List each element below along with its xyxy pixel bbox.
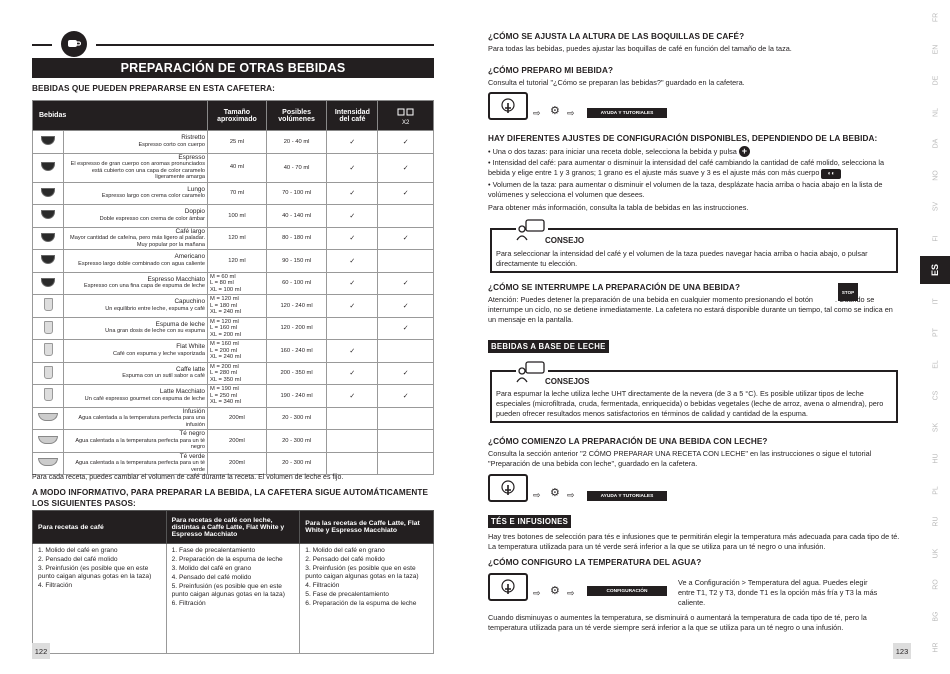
double-cup-icon xyxy=(396,106,416,118)
table-row xyxy=(33,317,434,340)
step-item: 5. Fase de precalentamiento xyxy=(305,591,389,598)
step-item: 1. Fase de precalentamiento xyxy=(171,547,256,554)
drink-volumes: 120 - 200 ml xyxy=(266,317,326,340)
drink-cup-icon xyxy=(33,227,64,250)
coffee-cup-icon xyxy=(61,31,87,57)
milk-section-title: BEBIDAS A BASE DE LECHE xyxy=(488,340,609,353)
drink-name: Lungo Espresso largo con crema color caramelo xyxy=(64,182,208,205)
language-tab-bg[interactable]: BG xyxy=(932,610,940,622)
drink-name: Café largo Mayor cantidad de cafeína, pero más ligero al paladar. Muy popular por la mañana xyxy=(64,227,208,250)
intensity-check: ✓ xyxy=(327,227,378,250)
drink-volumes: 90 - 150 ml xyxy=(266,250,326,273)
drink-volumes: 200 - 350 ml xyxy=(266,362,326,385)
drink-cup-icon xyxy=(33,452,64,475)
intensity-check xyxy=(327,430,378,453)
drink-volumes: 40 - 70 ml xyxy=(266,153,326,182)
arrow-icon: ⇨ xyxy=(533,588,541,598)
table-row xyxy=(33,250,434,273)
drink-size: 200ml xyxy=(208,407,267,430)
table-row xyxy=(33,430,434,453)
table-row xyxy=(33,295,434,318)
language-tab-fr[interactable]: FR xyxy=(932,12,940,23)
table-row xyxy=(33,340,434,363)
a-prepare-drink: Consulta el tutorial "¿Cómo se preparan las bebidas?" guardado en la cafetera. xyxy=(488,78,745,87)
double-check xyxy=(378,340,434,363)
q-nozzle-height: ¿CÓMO SE AJUSTA LA ALTURA DE LAS BOQUILLAS DE CAFÉ? xyxy=(488,32,745,41)
step-item: 2. Pensado del café molido xyxy=(305,556,385,563)
intensity-check: ✓ xyxy=(327,205,378,228)
step-item: 5. Preinfusión (es posible que en este punto caigan algunas gotas en la taza) xyxy=(171,583,285,598)
arrow-icon: ⇨ xyxy=(533,490,541,500)
drink-size: M = 160 ml L = 200 ml XL = 240 ml xyxy=(208,340,267,363)
language-tab-nl[interactable]: NL xyxy=(932,107,940,117)
drink-cup-icon xyxy=(33,205,64,228)
tip-icon xyxy=(516,218,548,242)
drink-volumes: 20 - 300 ml xyxy=(266,407,326,430)
q-settings: HAY DIFERENTES AJUSTES DE CONFIGURACIÓN DISPONIBLES, DEPENDIENDO DE LA BEBIDA: xyxy=(488,134,878,143)
col-intensidad: Intensidad del café xyxy=(327,101,378,131)
language-tab-da[interactable]: DA xyxy=(932,138,940,149)
step-item: 3. Molido del café en grano xyxy=(171,565,252,572)
header-rule-right xyxy=(96,44,434,46)
drink-name: Americano Espresso largo doble combinado con agua caliente xyxy=(64,250,208,273)
intensity-check: ✓ xyxy=(327,250,378,273)
a-milk-start: Consulta la sección anterior "2 CÓMO PREPARAR UNA RECETA CON LECHE" en las instrucciones o sigue el tutorial "Preparación de una bebida con leche", guardado en la cafetera. xyxy=(488,449,872,468)
configuration-button[interactable]: CONFIGURACIÓN xyxy=(587,586,667,596)
touch-screen-icon xyxy=(488,92,528,120)
drink-volumes: 20 - 40 ml xyxy=(266,131,326,154)
intensity-check: ✓ xyxy=(327,295,378,318)
intensity-check: ✓ xyxy=(327,362,378,385)
steps-header-3: Para las recetas de Caffe Latte, Flat White y Espresso Macchiato xyxy=(300,511,434,544)
header-rule-left xyxy=(32,44,52,46)
language-tab-el[interactable]: EL xyxy=(932,359,940,369)
double-check: ✓ xyxy=(378,153,434,182)
intensity-check xyxy=(327,407,378,430)
steps-table xyxy=(32,510,434,654)
drink-name: Té verde Agua calentada a la temperatura perfecta para un té verde xyxy=(64,452,208,475)
double-check: ✓ xyxy=(378,227,434,250)
double-check: ✓ xyxy=(378,182,434,205)
touch-screen-icon xyxy=(488,474,528,502)
q-prepare-drink: ¿CÓMO PREPARO MI BEBIDA? xyxy=(488,66,614,75)
bullet-cups: • Una o dos tazas: para iniciar una receta doble, selecciona la bebida y pulsa + xyxy=(488,146,900,157)
table-row xyxy=(33,182,434,205)
page-number: 123 xyxy=(893,643,911,659)
drink-size: M = 200 ml L = 280 ml XL = 350 ml xyxy=(208,362,267,385)
language-tab-hr[interactable]: HR xyxy=(932,642,940,653)
tea-section-title: TÉS E INFUSIONES xyxy=(488,515,571,528)
touch-screen-icon xyxy=(488,573,528,601)
drink-cup-icon xyxy=(33,182,64,205)
drink-name: Doppio Doble espresso con crema de color ámbar xyxy=(64,205,208,228)
steps-header-2: Para recetas de café con leche, distintas a Caffe Latte, Flat White y Espresso Macchiato xyxy=(166,511,300,544)
steps-title: A MODO INFORMATIVO, PARA PREPARAR LA BEBIDA, LA CAFETERA SIGUE AUTOMÁTICAMENTE LOS SIGUIENTES PASOS: xyxy=(32,488,429,508)
gear-icon: ⚙ xyxy=(550,105,560,117)
a-temp-note: Cuando disminuyas o aumentes la temperatura, se disminuirá o aumentará la temperatura de cada tipo de té, pero la temperatura utilizada para un té verde siempre será inferior a la que se utiliza para un té negro o una infusión. xyxy=(488,613,867,632)
drink-cup-icon xyxy=(33,317,64,340)
drink-volumes: 160 - 240 ml xyxy=(266,340,326,363)
drink-name: Espuma de leche Una gran dosis de leche con su espuma xyxy=(64,317,208,340)
drink-name: Capuchino Un equilibrio entre leche, espuma y café xyxy=(64,295,208,318)
drink-cup-icon xyxy=(33,430,64,453)
drink-name: Té negro Agua calentada a la temperatura perfecta para un té negro xyxy=(64,430,208,453)
language-tab-uk[interactable]: UK xyxy=(932,548,940,558)
table-row xyxy=(33,131,434,154)
drink-size: 25 ml xyxy=(208,131,267,154)
drink-cup-icon xyxy=(33,340,64,363)
step-item: 2. Pensado del café molido xyxy=(38,556,118,563)
language-tab-ro[interactable]: RO xyxy=(932,579,940,590)
tip-text-1: Para seleccionar la intensidad del café y el volumen de la taza puedes navegar hacia arriba o hacia abajo, o pulsar directamente tu elección. xyxy=(496,249,868,268)
double-bean-icon: ◐◐ xyxy=(821,169,841,179)
q-stop: ¿CÓMO SE INTERRUMPE LA PREPARACIÓN DE UNA BEBIDA? xyxy=(488,283,741,292)
steps-col-3 xyxy=(300,544,434,654)
step-item: 1. Molido del café en grano xyxy=(305,547,385,554)
double-check xyxy=(378,407,434,430)
drink-volumes: 20 - 300 ml xyxy=(266,452,326,475)
drink-cup-icon xyxy=(33,295,64,318)
step-item: 3. Preinfusión (es posible que en este punto caigan algunas gotas en la taza) xyxy=(38,565,152,580)
bullet-volume: • Volumen de la taza: para aumentar o disminuir el volumen de la taza, desplázate hacia arriba o hacia abajo en la lista de volúmenes y selecciona el volumen que desees. xyxy=(488,180,883,199)
drink-size: 200ml xyxy=(208,430,267,453)
language-tab-ru[interactable]: RU xyxy=(932,516,940,527)
drink-cup-icon xyxy=(33,131,64,154)
a-stop: Atención: Puedes detener la preparación de una bebida en cualquier momento presionando el botón . Cuando se interrumpe un ciclo, no se detiene inmediatamente. La cafetera no estará disponible durante un tiempo, tal como se indica en un mensaje en la pantalla. xyxy=(488,295,893,324)
double-check: ✓ xyxy=(378,131,434,154)
drink-volumes: 40 - 140 ml xyxy=(266,205,326,228)
double-check: ✓ xyxy=(378,362,434,385)
drink-size: 120 ml xyxy=(208,250,267,273)
step-item: 4. Filtración xyxy=(305,582,340,589)
double-check: ✓ xyxy=(378,385,434,408)
step-item: 6. Preparación de la espuma de leche xyxy=(305,600,417,607)
drink-name: Latte Macchiato Un café espresso gourmet con espuma de leche xyxy=(64,385,208,408)
q-milk-start: ¿CÓMO COMIENZO LA PREPARACIÓN DE UNA BEBIDA CON LECHE? xyxy=(488,437,768,446)
drink-volumes: 70 - 100 ml xyxy=(266,182,326,205)
tip-title-1: CONSEJO xyxy=(545,236,585,245)
drink-volumes: 120 - 240 ml xyxy=(266,295,326,318)
drink-volumes: 20 - 300 ml xyxy=(266,430,326,453)
intensity-check: ✓ xyxy=(327,131,378,154)
drink-size: M = 120 ml L = 160 ml XL = 200 ml xyxy=(208,317,267,340)
bullet-intensity: • Intensidad del café: para aumentar o disminuir la intensidad del café cambiando la cantidad de café molido, selecciona la bebida y elige entre 1 y 3 granos; 1 grano es el ajuste más suave y 3 es el ajuste más con más cuerpo ◐◐ xyxy=(488,158,885,177)
language-tab-es[interactable]: ES xyxy=(920,256,950,284)
double-check: ✓ xyxy=(378,295,434,318)
language-tab-sv[interactable]: SV xyxy=(932,201,940,212)
step-item: 3. Preinfusión (es posible que en este punto caigan algunas gotas en la taza) xyxy=(305,565,419,580)
q-water-temp: ¿CÓMO CONFIGURO LA TEMPERATURA DEL AGUA? xyxy=(488,558,702,567)
intensity-check: ✓ xyxy=(327,182,378,205)
col-tamano: Tamaño aproximado xyxy=(208,101,267,131)
drink-volumes: 60 - 100 ml xyxy=(266,272,326,295)
language-tab-cs[interactable]: CS xyxy=(932,390,940,401)
double-check xyxy=(378,205,434,228)
arrow-icon: ⇨ xyxy=(567,108,575,118)
arrow-icon: ⇨ xyxy=(567,490,575,500)
intensity-check: ✓ xyxy=(327,385,378,408)
language-tab-pt[interactable]: PT xyxy=(932,328,940,337)
drink-size: 100 ml xyxy=(208,205,267,228)
gear-icon: ⚙ xyxy=(550,585,560,597)
step-item: 4. Pensado del café molido xyxy=(171,574,252,581)
intensity-check xyxy=(327,317,378,340)
table-row xyxy=(33,205,434,228)
steps-col-2 xyxy=(166,544,300,654)
tip-title-2: CONSEJOS xyxy=(545,377,590,386)
step-item: 1. Molido del café en grano xyxy=(38,547,118,554)
drink-cup-icon xyxy=(33,362,64,385)
double-check xyxy=(378,452,434,475)
table-row xyxy=(33,362,434,385)
drink-size: M = 190 ml L = 250 ml XL = 340 ml xyxy=(208,385,267,408)
drink-volumes: 80 - 180 ml xyxy=(266,227,326,250)
drink-name: Caffe latte Espuma con un sutil sabor a café xyxy=(64,362,208,385)
help-tutorials-button[interactable]: AYUDA Y TUTORIALES xyxy=(587,108,667,118)
language-tab-no[interactable]: NO xyxy=(932,169,940,181)
language-tab-de[interactable]: DE xyxy=(932,75,940,86)
language-tab-it[interactable]: IT xyxy=(932,297,940,305)
table-row xyxy=(33,452,434,475)
drink-volumes: 190 - 240 ml xyxy=(266,385,326,408)
intensity-check: ✓ xyxy=(327,153,378,182)
drink-name: Infusión Agua calentada a la temperatura perfecta para una infusión xyxy=(64,407,208,430)
drink-cup-icon xyxy=(33,407,64,430)
drink-cup-icon xyxy=(33,385,64,408)
volume-note: Para cada receta, puedes cambiar el volumen de café durante la receta. El volumen de leche es fijo. xyxy=(32,474,344,481)
drink-size: 120 ml xyxy=(208,227,267,250)
step-item: 2. Preparación de la espuma de leche xyxy=(171,556,283,563)
double-check: ✓ xyxy=(378,317,434,340)
drink-cup-icon xyxy=(33,250,64,273)
col-bebidas: Bebidas xyxy=(33,101,208,131)
step-item: 6. Filtración xyxy=(171,600,206,607)
drink-size: M = 120 ml L = 180 ml XL = 240 ml xyxy=(208,295,267,318)
tip-text-2: Para espumar la leche utiliza leche UHT directamente de la nevera (de 3 a 5 °C). Es posible utilizar tipos de leche especiales (microfiltrada, cruda, fermentada, enriquecida) o bebidas vegetales (leche de arroz, avena o almendra), pero pueden ofrecer resultados menos satisfactorios en términos de calidad y cantidad de la espuma. xyxy=(496,389,884,418)
language-tab-en[interactable]: EN xyxy=(932,44,940,54)
arrow-icon: ⇨ xyxy=(533,108,541,118)
language-tab-sk[interactable]: SK xyxy=(932,422,940,432)
step-item: 4. Filtración xyxy=(38,582,73,589)
a-tea: Hay tres botones de selección para tés e infusiones que te permitirán elegir la temperatura más adecuada para cada tipo de té. La temperatura utilizada para un té verde será inferior a la que se utiliza para un té negro o una infusión. xyxy=(488,532,900,551)
col-volumenes: Posibles volúmenes xyxy=(266,101,326,131)
steps-header-1: Para recetas de café xyxy=(33,511,167,544)
gear-icon: ⚙ xyxy=(550,487,560,499)
drink-size: 40 ml xyxy=(208,153,267,182)
a-nozzle-height: Para todas las bebidas, puedes ajustar las boquillas de café en función del tamaño de la taza. xyxy=(488,44,792,53)
table-row xyxy=(33,272,434,295)
drink-size: 200ml xyxy=(208,452,267,475)
stop-button[interactable]: STOP xyxy=(838,283,858,301)
language-tab-fi[interactable]: FI xyxy=(932,234,940,242)
plus-icon: + xyxy=(739,146,750,157)
drink-name: Flat White Café con espuma y leche vaporizada xyxy=(64,340,208,363)
drink-cup-icon xyxy=(33,153,64,182)
drink-name: Ristretto Espresso corto con cuerpo xyxy=(64,131,208,154)
help-tutorials-button[interactable]: AYUDA Y TUTORIALES xyxy=(587,491,667,501)
steps-col-1 xyxy=(33,544,167,654)
a-water-temp: Ve a Configuración > Temperatura del agua. Puedes elegir entre T1, T2 y T3, donde T1 es la opción más fría y T3 la más caliente. xyxy=(678,578,878,607)
table-row xyxy=(33,407,434,430)
language-tab-pl[interactable]: PL xyxy=(932,485,940,495)
drink-size: 70 ml xyxy=(208,182,267,205)
section-banner: PREPARACIÓN DE OTRAS BEBIDAS xyxy=(32,58,434,78)
table-title: BEBIDAS QUE PUEDEN PREPARARSE EN ESTA CAFETERA: xyxy=(32,84,275,93)
table-row xyxy=(33,385,434,408)
double-check xyxy=(378,430,434,453)
col-x2: X2 xyxy=(378,101,434,131)
intensity-check: ✓ xyxy=(327,272,378,295)
drink-cup-icon xyxy=(33,272,64,295)
drink-name: Espresso Macchiato Espresso con una fina capa de espuma de leche xyxy=(64,272,208,295)
beverage-table xyxy=(32,100,434,475)
drink-name: Espresso El espresso de gran cuerpo con aromas pronunciados está cubierto con una capa de color caramelo ligeramente amarga xyxy=(64,153,208,182)
table-row xyxy=(33,227,434,250)
double-check: ✓ xyxy=(378,272,434,295)
arrow-icon: ⇨ xyxy=(567,588,575,598)
intensity-check xyxy=(327,452,378,475)
drink-size: M = 60 ml L = 80 ml XL = 100 ml xyxy=(208,272,267,295)
tip-icon xyxy=(516,360,548,384)
more-info: Para obtener más información, consulta la tabla de bebidas en las instrucciones. xyxy=(488,203,749,212)
double-check xyxy=(378,250,434,273)
table-row xyxy=(33,153,434,182)
intensity-check: ✓ xyxy=(327,340,378,363)
page-number: 122 xyxy=(32,643,50,659)
language-tab-hu[interactable]: HU xyxy=(932,453,940,464)
